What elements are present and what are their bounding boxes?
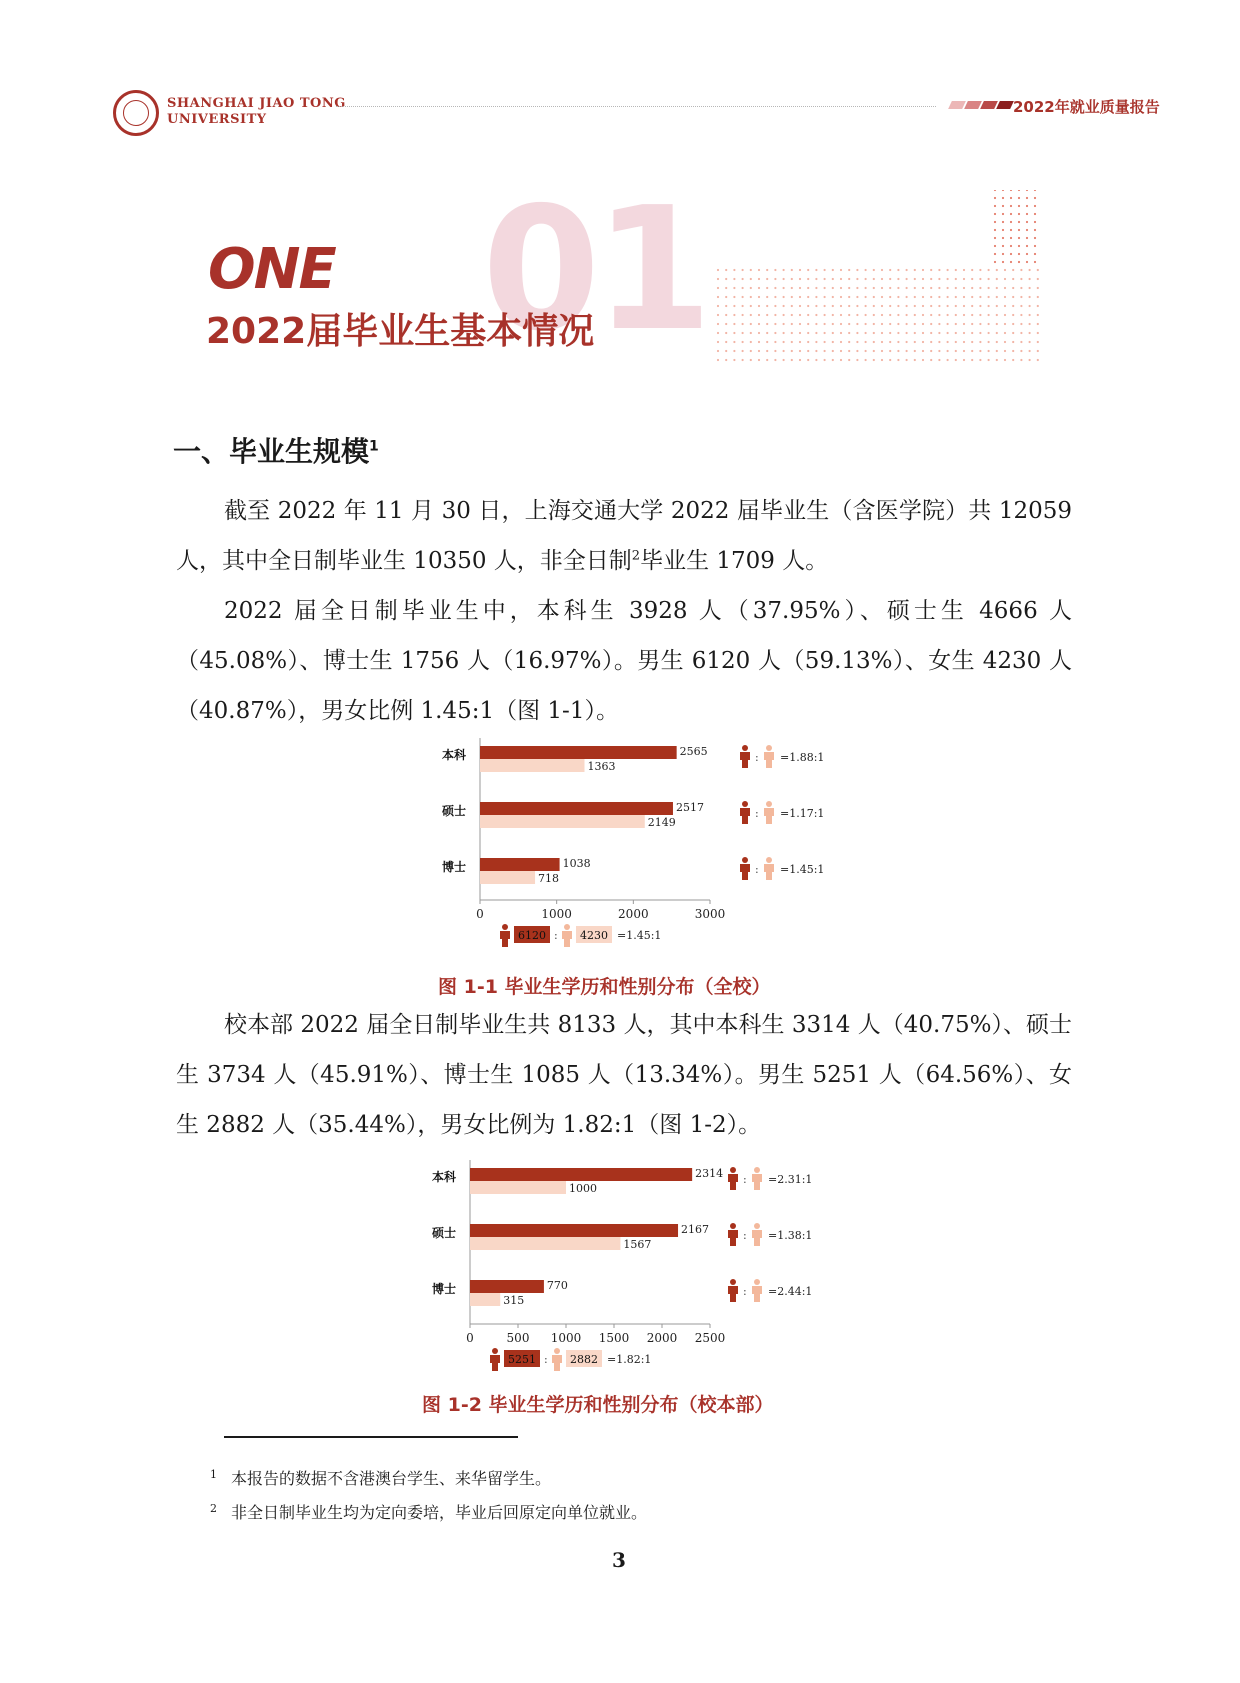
bar-female bbox=[480, 815, 645, 828]
bar-female bbox=[470, 1237, 620, 1250]
bar-female-value: 1567 bbox=[623, 1238, 652, 1251]
x-tick-label: 1000 bbox=[550, 1331, 582, 1345]
bar-female-value: 718 bbox=[538, 872, 560, 885]
male-icon bbox=[728, 1230, 738, 1246]
legend-female-icon bbox=[552, 1355, 562, 1371]
chapter-number-watermark: 01 bbox=[482, 171, 707, 369]
bar-female-value: 315 bbox=[503, 1294, 525, 1307]
section-title: 一、毕业生规模$^1$ bbox=[173, 435, 379, 468]
paragraph-1: 截至 2022 年 11 月 30 日，上海交通大学 2022 届毕业生（含医学院）共 12059 人，其中全日制毕业生 10350 人，非全日制$^2$毕业生 1709 人。 bbox=[176, 498, 1072, 574]
x-tick-label: 2000 bbox=[646, 1331, 678, 1345]
bar-female bbox=[470, 1181, 566, 1194]
university-seal-logo bbox=[113, 90, 159, 136]
female-icon bbox=[752, 1286, 762, 1302]
bar-male-value: 2565 bbox=[679, 745, 708, 758]
total-ratio: =1.45:1 bbox=[617, 929, 662, 942]
female-icon-head bbox=[766, 745, 772, 751]
chapter-label: ONE bbox=[208, 237, 335, 302]
bar-male bbox=[470, 1168, 692, 1181]
chart-education-gender-main-campus bbox=[420, 1160, 840, 1380]
female-icon-head bbox=[754, 1223, 760, 1229]
male-icon-head bbox=[742, 801, 748, 807]
male-icon bbox=[740, 864, 750, 880]
chart-1-caption: 图 1-1 毕业生学历和性别分布（全校） bbox=[438, 976, 771, 998]
total-male: 5251 bbox=[508, 1353, 536, 1366]
female-icon bbox=[764, 752, 774, 768]
x-tick-label: 0 bbox=[466, 1331, 474, 1345]
report-title: 2022年就业质量报告 bbox=[1013, 98, 1160, 116]
footnote-ref-2: 2 bbox=[631, 548, 641, 564]
ratio-label: =2.44:1 bbox=[768, 1285, 813, 1298]
legend-female-icon bbox=[562, 931, 572, 947]
legend-female-icon-head bbox=[564, 924, 570, 930]
footnote-1: $^1$ 本报告的数据不含港澳台学生、来华留学生。 bbox=[210, 1467, 552, 1488]
bar-male bbox=[470, 1280, 544, 1293]
female-icon-head bbox=[766, 857, 772, 863]
category-label: 博士 bbox=[431, 1282, 456, 1296]
bar-male-value: 2314 bbox=[695, 1167, 724, 1180]
legend-male-icon bbox=[500, 931, 510, 947]
x-tick-label: 2000 bbox=[618, 907, 649, 921]
ratio-colon: : bbox=[755, 863, 759, 876]
chart-education-gender-all bbox=[420, 738, 840, 958]
male-icon-head bbox=[742, 857, 748, 863]
female-icon-head bbox=[766, 801, 772, 807]
legend-male-icon bbox=[490, 1355, 500, 1371]
header-divider bbox=[336, 106, 936, 107]
ratio-colon: : bbox=[743, 1285, 747, 1298]
ratio-label: =1.45:1 bbox=[780, 863, 825, 876]
ratio-label: =1.38:1 bbox=[768, 1229, 813, 1242]
footnote-ref-1: 1 bbox=[369, 438, 379, 455]
female-icon bbox=[752, 1174, 762, 1190]
female-icon-head bbox=[754, 1167, 760, 1173]
paragraph-2: 2022 届全日制毕业生中，本科生 3928 人（37.95%）、硕士生 4666 人（45.08%）、博士生 1756 人（16.97%）。男生 6120 人（59.13%）、女生 4230 人（40.87%），男女比例 1.45:1（图 1-1）。 bbox=[176, 598, 1072, 724]
male-icon bbox=[728, 1286, 738, 1302]
bar-female bbox=[480, 759, 584, 772]
bar-female bbox=[470, 1293, 500, 1306]
x-tick-label: 2500 bbox=[694, 1331, 726, 1345]
page-number: 3 bbox=[612, 1548, 626, 1572]
total-male: 6120 bbox=[518, 929, 546, 942]
legend-male-icon-head bbox=[502, 924, 508, 930]
x-tick-label: 1500 bbox=[598, 1331, 630, 1345]
total-ratio: =1.82:1 bbox=[607, 1353, 652, 1366]
male-icon bbox=[740, 808, 750, 824]
bar-female-value: 1363 bbox=[587, 760, 616, 773]
ratio-colon: : bbox=[743, 1173, 747, 1186]
total-female: 4230 bbox=[580, 929, 608, 942]
bar-male-value: 2517 bbox=[675, 801, 704, 814]
legend-colon: : bbox=[554, 929, 558, 942]
university-name-line2: UNIVERSITY bbox=[167, 112, 267, 127]
male-icon bbox=[740, 752, 750, 768]
male-icon bbox=[728, 1174, 738, 1190]
ratio-colon: : bbox=[743, 1229, 747, 1242]
ratio-label: =1.17:1 bbox=[780, 807, 825, 820]
legend-female-icon-head bbox=[554, 1348, 560, 1354]
bar-male bbox=[480, 802, 673, 815]
chapter-title: 2022届毕业生基本情况 bbox=[206, 311, 595, 352]
bar-female-value: 2149 bbox=[647, 816, 676, 829]
x-tick-label: 0 bbox=[476, 907, 484, 921]
bar-female bbox=[480, 871, 535, 884]
chart-2-caption: 图 1-2 毕业生学历和性别分布（校本部） bbox=[422, 1394, 774, 1416]
total-female: 2882 bbox=[570, 1353, 598, 1366]
x-tick-label: 500 bbox=[506, 1331, 530, 1345]
bar-male-value: 770 bbox=[546, 1279, 568, 1292]
ratio-colon: : bbox=[755, 807, 759, 820]
paragraph-3: 校本部 2022 届全日制毕业生共 8133 人，其中本科生 3314 人（40.75%）、硕士生 3734 人（45.91%）、博士生 1085 人（13.34%）。男生 5251 人（64.56%）、女生 2882 人（35.44%），男女比例为 1.82:1（图 1-2）。 bbox=[176, 1012, 1072, 1138]
bar-female-value: 1000 bbox=[569, 1182, 597, 1195]
footnote-divider bbox=[224, 1436, 518, 1438]
bar-male-value: 2167 bbox=[681, 1223, 710, 1236]
bar-male bbox=[470, 1224, 678, 1237]
ratio-label: =2.31:1 bbox=[768, 1173, 813, 1186]
footnote-2: $^2$ 非全日制毕业生均为定向委培，毕业后回原定向单位就业。 bbox=[210, 1501, 648, 1522]
dot-grid-decoration bbox=[710, 190, 1050, 370]
category-label: 本科 bbox=[441, 748, 466, 762]
ratio-colon: : bbox=[755, 751, 759, 764]
male-icon-head bbox=[730, 1279, 736, 1285]
legend-colon: : bbox=[544, 1353, 548, 1366]
bar-male-value: 1038 bbox=[562, 857, 591, 870]
bar-male bbox=[480, 858, 560, 871]
female-icon bbox=[764, 864, 774, 880]
category-label: 硕士 bbox=[441, 804, 466, 818]
legend-male-icon-head bbox=[492, 1348, 498, 1354]
male-icon-head bbox=[730, 1223, 736, 1229]
category-label: 博士 bbox=[441, 860, 466, 874]
ratio-label: =1.88:1 bbox=[780, 751, 825, 764]
category-label: 硕士 bbox=[431, 1226, 456, 1240]
female-icon bbox=[764, 808, 774, 824]
female-icon bbox=[752, 1230, 762, 1246]
x-tick-label: 1000 bbox=[541, 907, 572, 921]
male-icon-head bbox=[742, 745, 748, 751]
bar-male bbox=[480, 746, 677, 759]
female-icon-head bbox=[754, 1279, 760, 1285]
x-tick-label: 3000 bbox=[694, 907, 726, 921]
university-name-line1: SHANGHAI JIAO TONG bbox=[167, 96, 346, 111]
male-icon-head bbox=[730, 1167, 736, 1173]
category-label: 本科 bbox=[431, 1170, 456, 1184]
